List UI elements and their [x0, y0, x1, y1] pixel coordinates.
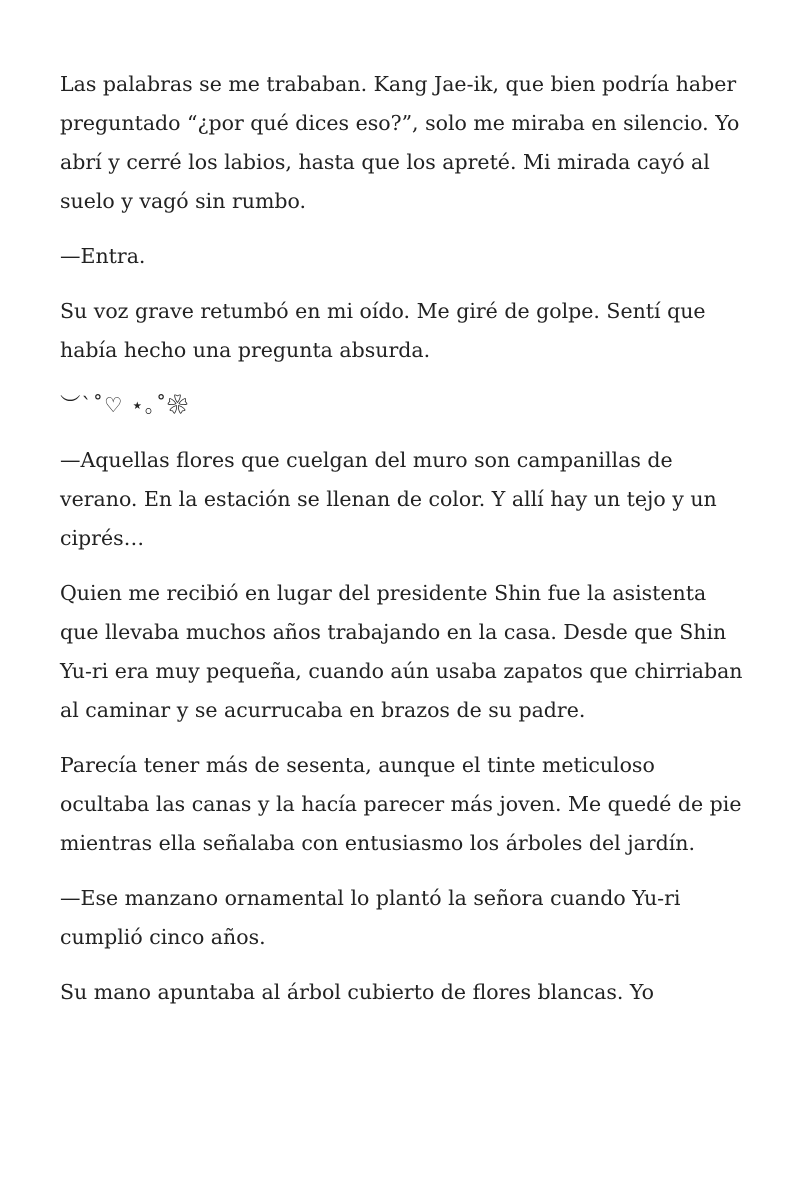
paragraph-3: Su voz grave retumbó en mi oído. Me giré de golpe. Sentí que había hecho una pregunta absurda. — [60, 299, 706, 362]
paragraph-6: Parecía tener más de sesenta, aunque el tinte meticuloso ocultaba las canas y la hacía parecer más joven. Me quedé de pie mientras ella señalaba con entusiasmo los árboles del jardín. — [60, 753, 742, 855]
section-separator: ︶`˚♡ ⋆｡˚❀ — [60, 393, 189, 417]
paragraph-5: Quien me recibió en lugar del presidente Shin fue la asistenta que llevaba muchos años trabajando en la casa. Desde que Shin Yu-ri era muy pequeña, cuando aún usaba zapatos que chirriaban al caminar y se acurrucaba en brazos de su padre. — [60, 581, 743, 722]
paragraph-2: —Entra. — [60, 244, 146, 268]
paragraph-8: Su mano apuntaba al árbol cubierto de flores blancas. Yo — [60, 980, 655, 1004]
paragraph-4: —Aquellas flores que cuelgan del muro son campanillas de verano. En la estación se llenan de color. Y allí hay un tejo y un ciprés… — [60, 448, 717, 550]
paragraph-7: —Ese manzano ornamental lo plantó la señora cuando Yu-ri cumplió cinco años. — [60, 886, 681, 949]
document-body — [60, 65, 750, 1028]
paragraph-1: Las palabras se me trababan. Kang Jae-ik, que bien podría haber preguntado “¿por qué dices eso?”, solo me miraba en silencio. Yo abrí y cerré los labios, hasta que los apreté. Mi mirada cayó al suelo y vagó sin rumbo. — [60, 72, 740, 213]
